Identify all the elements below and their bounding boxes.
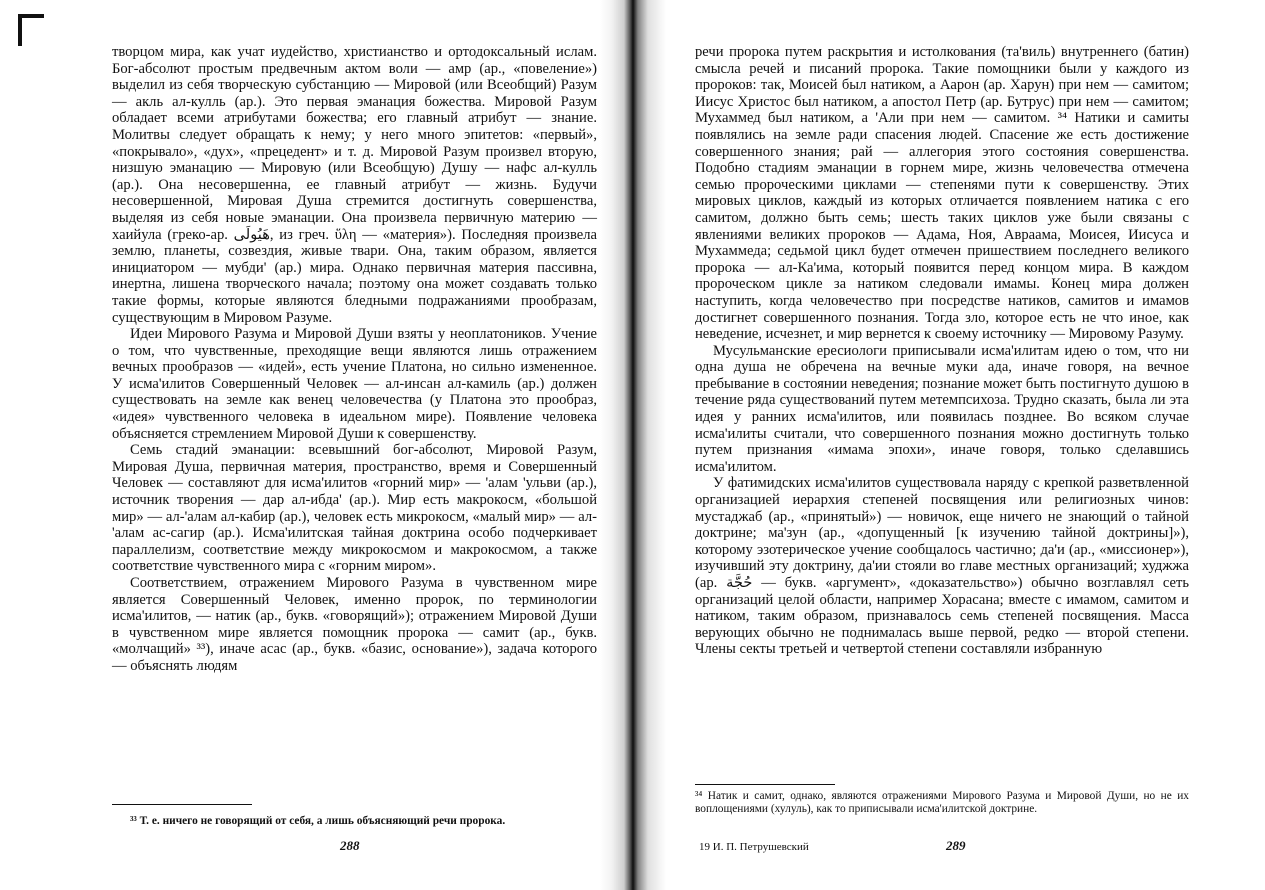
left-paragraph: Соответствием, отражением Мирового Разума в чувственном мире является Совершенный Человек, именно пророк, по терминологии исма'илитов, — натик (ар., букв. «говорящий»); отражением Мировой Души в чувственном мире является помощник пророка — самит (ар., букв. «молчащий» ³³), иначе асас (ар., букв. «базис, основание»), задача которого — объяснять людям <box>112 575 597 674</box>
printer-signature: 19 И. П. Петрушевский <box>699 841 809 853</box>
left-paragraph: Семь стадий эманации: всевышний бог-абсолют, Мировой Разум, Мировая Душа, первичная материя, пространство, время и Совершенный Человек — составляют для исма'илитов «горний мир» — 'алам 'ульви (ар.), источник творения — дар ал-ибда' (ар.). Мир есть макрокосм, «большой мир» — ал-'алам ал-кабир (ар.), человек есть микрокосм, «малый мир» — ал-'алам ас-сагир (ар.). Исма'илитская тайная доктрина особо подчеркивает параллелизм, соответствие между микрокосмом и макрокосмом, а также соответствие чувственного мира с «горним миром». <box>112 442 597 575</box>
left-text-column <box>112 44 597 675</box>
footnote-rule <box>695 784 835 785</box>
left-paragraph: творцом мира, как учат иудейство, христианство и ортодоксальный ислам. Бог-абсолют простым предвечным актом воли — амр (ар., «повеление») выделил из себя творческую субстанцию — Мировой (или Всеобщий) Разум — акль ал-кулль (ар.). Это первая эманация божества. Мировой Разум обладает всеми атрибутами божества; его главный атрибут — знание. Молитвы следует обращать к нему; у него много эпитетов: «первый», «покрывало», «дух», «прецедент» и т. д. Мировой Разум произвел вторую, низшую эманацию — Мировую (или Всеобщую) Душу — нафс ал-кулль (ар.). Она несовершенна, ее главный атрибут — жизнь. Будучи несовершенной, Мировая Душа стремится достигнуть совершенства, выделяя из себя новые эманации. Она произвела первичную материю — хаийула (греко-ар. هَيُولَى, из греч. ὕλη — «материя»). Последняя произвела землю, планеты, созвездия, живые твари. Она, таким образом, является инициатором — мубди' (ар.) мира. Однако первичная материя пассивна, инертна, лишена творческого начала; поэтому она может создавать только такие формы, которые являются бледными подражаниями прообразам, существующим в Мировом Разуме. <box>112 44 597 326</box>
right-page-number: 289 <box>946 838 966 853</box>
right-text-column <box>695 44 1189 658</box>
left-page-number: 288 <box>340 838 360 853</box>
book-gutter-shadow <box>600 0 666 890</box>
left-paragraph: Идеи Мирового Разума и Мировой Души взяты у неоплатоников. Учение о том, что чувственные, преходящие вещи являются лишь отражением вечных прообразов — «идей», есть учение Платона, но сильно измененное. У исма'илитов Совершенный Человек — ал-инсан ал-камиль (ар.) должен существовать на земле как венец человечества (у Платона это прообраз, «идея» чувственного человека в идеальном мире). Появление человека объясняется стремлением Мировой Души к совершенству. <box>112 326 597 442</box>
right-paragraph: У фатимидских исма'илитов существовала наряду с крепкой разветвленной организацией иерархия степеней посвящения или религиозных чинов: мустаджаб (ар., «принятый») — новичок, еще ничего не знающий о тайной доктрине; ма'зун (ар., «допущенный [к изучению тайной доктрины]»), которому эзотерическое учение сообщалось частично; да'и (ар., «миссионер»), изучивший эту доктрину, да'ии стояли во главе местных организаций; худжжа (ар. حُجَّة — букв. «аргумент», «доказательство») обычно возглавлял сеть организаций целой области, например Хорасана; вместе с имамом, самитом и натиком, таким образом, признавалось семь степеней посвящения. Масса верующих обычно не поднималась выше первой, редко — второй степени. Члены секты третьей и четвертой степени составляли избранную <box>695 475 1189 658</box>
left-page <box>0 0 632 890</box>
right-paragraph: речи пророка путем раскрытия и истолкования (та'виль) внутреннего (батин) смысла речей и писаний пророка. Такие помощники были у каждого из пророков: так, Моисей был натиком, а Аарон (ар. Харун) при нем — самитом; Иисус Христос был натиком, а апостол Петр (ар. Бутрус) при нем — самитом; Мухаммед был натиком, а 'Али при нем — самитом. ³⁴ Натики и самиты появлялись на земле ради спасения людей. Спасение же есть достижение совершенного знания; рай — аллегория этого состояния совершенства. Подобно стадиям эманации в горнем мире, жизнь человечества отмечена семью пророческими циклами — степенями пути к совершенству. Этих мировых циклов, каждый из которых отличается появлением натика с его самитом, должно быть семь; шесть таких циклов уже были связаны с явлениями великих пророков — Адама, Ноя, Авраама, Моисея, Иисуса и Мухаммеда; седьмой цикл будет отмечен пришествием последнего великого пророка — ал-Ка'има, который появится перед концом мира. В каждом пророческом цикле за натиком следовали имамы. Конец мира должен наступить, когда человечество при посредстве натиков, самитов и имамов достигнет совершенного познания. Тогда зло, которое есть не что иное, как неведение, исчезнет, и мир вернется к своему источнику — Мировому Разуму. <box>695 44 1189 343</box>
footnote-rule <box>112 804 252 805</box>
left-footnote: ³³ Т. е. ничего не говорящий от себя, а лишь объясняющий речи пророка. <box>130 815 506 827</box>
right-footnote: ³⁴ Натик и самит, однако, являются отражениями Мирового Разума и Мировой Души, но не их воплощениями (хулуль), как то приписывали исма'илитской доктрине. <box>695 790 1189 815</box>
right-page <box>633 0 1265 890</box>
right-paragraph: Мусульманские ересиологи приписывали исма'илитам идею о том, что ни одна душа не обречена на вечные муки ада, иначе говоря, на вечное пребывание в состоянии неведения; познание может быть постигнуто душою в течение ряда существований путем метемпсихоза. Трудно сказать, была ли эта идея у ранних исма'илитов, или появилась позднее. Во всяком случае исма'илиты считали, что совершенного познания можно достигнуть только путем признания «имама эпохи», иначе говоря, только сделавшись исма'илитом. <box>695 342 1189 475</box>
corner-crop-mark <box>18 14 44 46</box>
